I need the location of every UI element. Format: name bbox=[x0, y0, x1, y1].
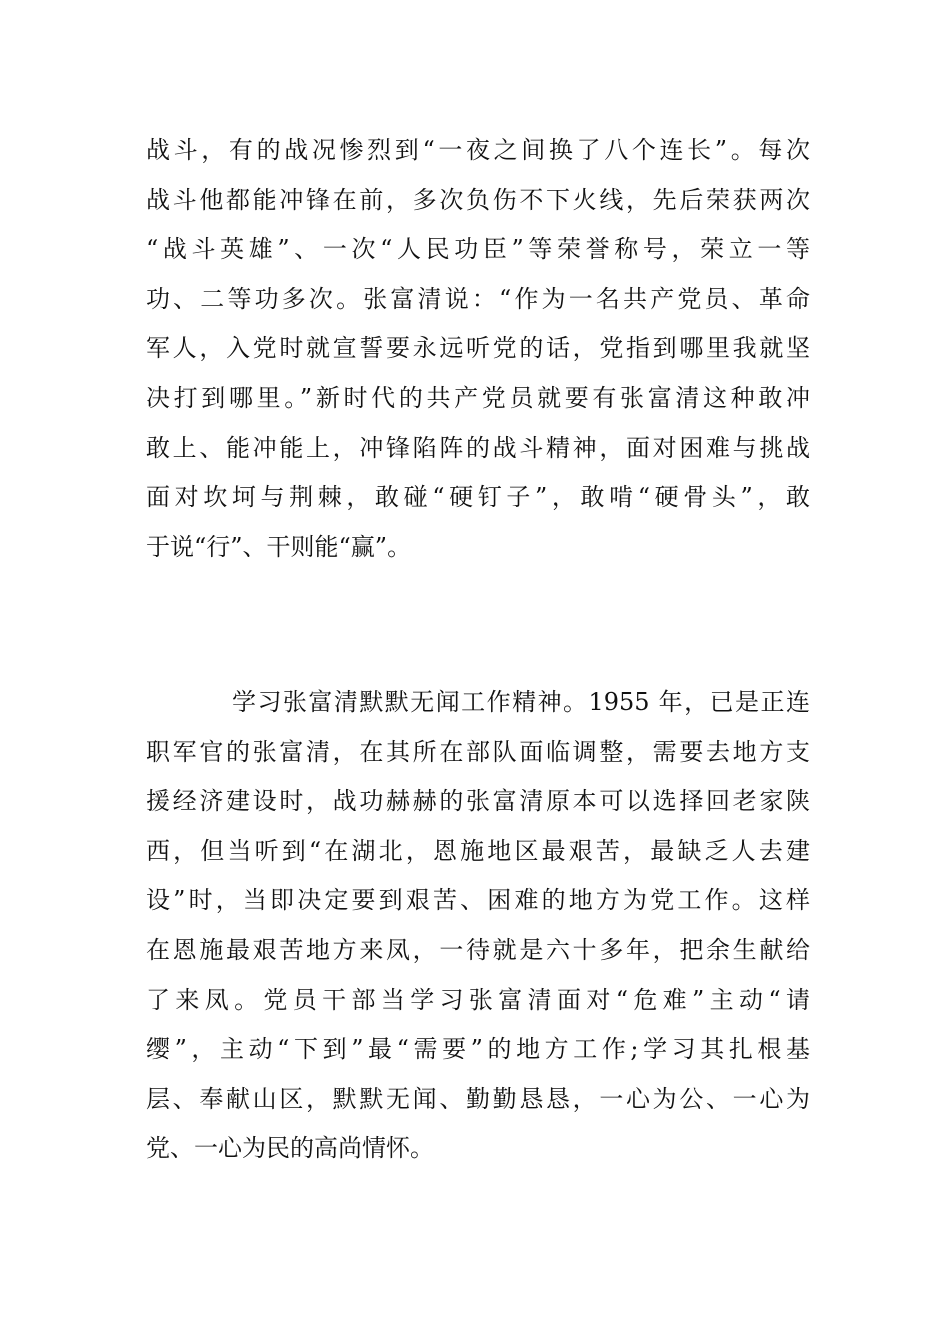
text-line: “战斗英雄”、一次“人民功臣”等荣誉称号，荣立一等 bbox=[146, 235, 810, 264]
text-line: 在恩施最艰苦地方来凤，一待就是六十多年，把余生献给 bbox=[146, 935, 810, 964]
text-line: 援经济建设时，战功赫赫的张富清原本可以选择回老家陕 bbox=[146, 787, 810, 816]
text-line: 军人，入党时就宣誓要永远听党的话，党指到哪里我就坚 bbox=[146, 334, 810, 363]
text-line: 战斗，有的战况惨烈到“一夜之间换了八个连长”。每次 bbox=[146, 136, 810, 164]
text-line: 决打到哪里。”新时代的共产党员就要有张富清这种敢冲 bbox=[146, 383, 810, 412]
text-line: 了来凤。党员干部当学习张富清面对“危难”主动“请 bbox=[146, 985, 810, 1014]
paragraph-quiet-dedication bbox=[146, 678, 810, 1174]
text-line: 战斗他都能冲锋在前，多次负伤不下火线，先后荣获两次 bbox=[146, 185, 810, 214]
text-line: 职军官的张富清，在其所在部队面临调整，需要去地方支 bbox=[146, 737, 810, 766]
text-line: 敢上、能冲能上，冲锋陷阵的战斗精神，面对困难与挑战 bbox=[146, 433, 810, 462]
text-line: 缨”，主动“下到”最“需要”的地方工作;学习其扎根基 bbox=[146, 1035, 810, 1064]
text-line: 功、二等功多次。张富清说：“作为一名共产党员、革命 bbox=[146, 284, 810, 313]
text-line: 设”时，当即决定要到艰苦、困难的地方为党工作。这样 bbox=[146, 886, 810, 915]
text-line: 于说“行”、干则能“赢”。 bbox=[146, 532, 412, 561]
text-line: 西，但当听到“在湖北，恩施地区最艰苦，最缺乏人去建 bbox=[146, 836, 810, 865]
paragraph-battle-spirit bbox=[146, 126, 810, 572]
text-line: 层、奉献山区，默默无闻、勤勤恳恳，一心为公、一心为 bbox=[146, 1084, 810, 1113]
text-line: 面对坎坷与荆棘，敢碰“硬钉子”，敢啃“硬骨头”，敢 bbox=[146, 483, 810, 512]
text-line: 党、一心为民的高尚情怀。 bbox=[146, 1134, 434, 1163]
text-line: 学习张富清默默无闻工作精神。1955 年，已是正连 bbox=[232, 688, 810, 716]
